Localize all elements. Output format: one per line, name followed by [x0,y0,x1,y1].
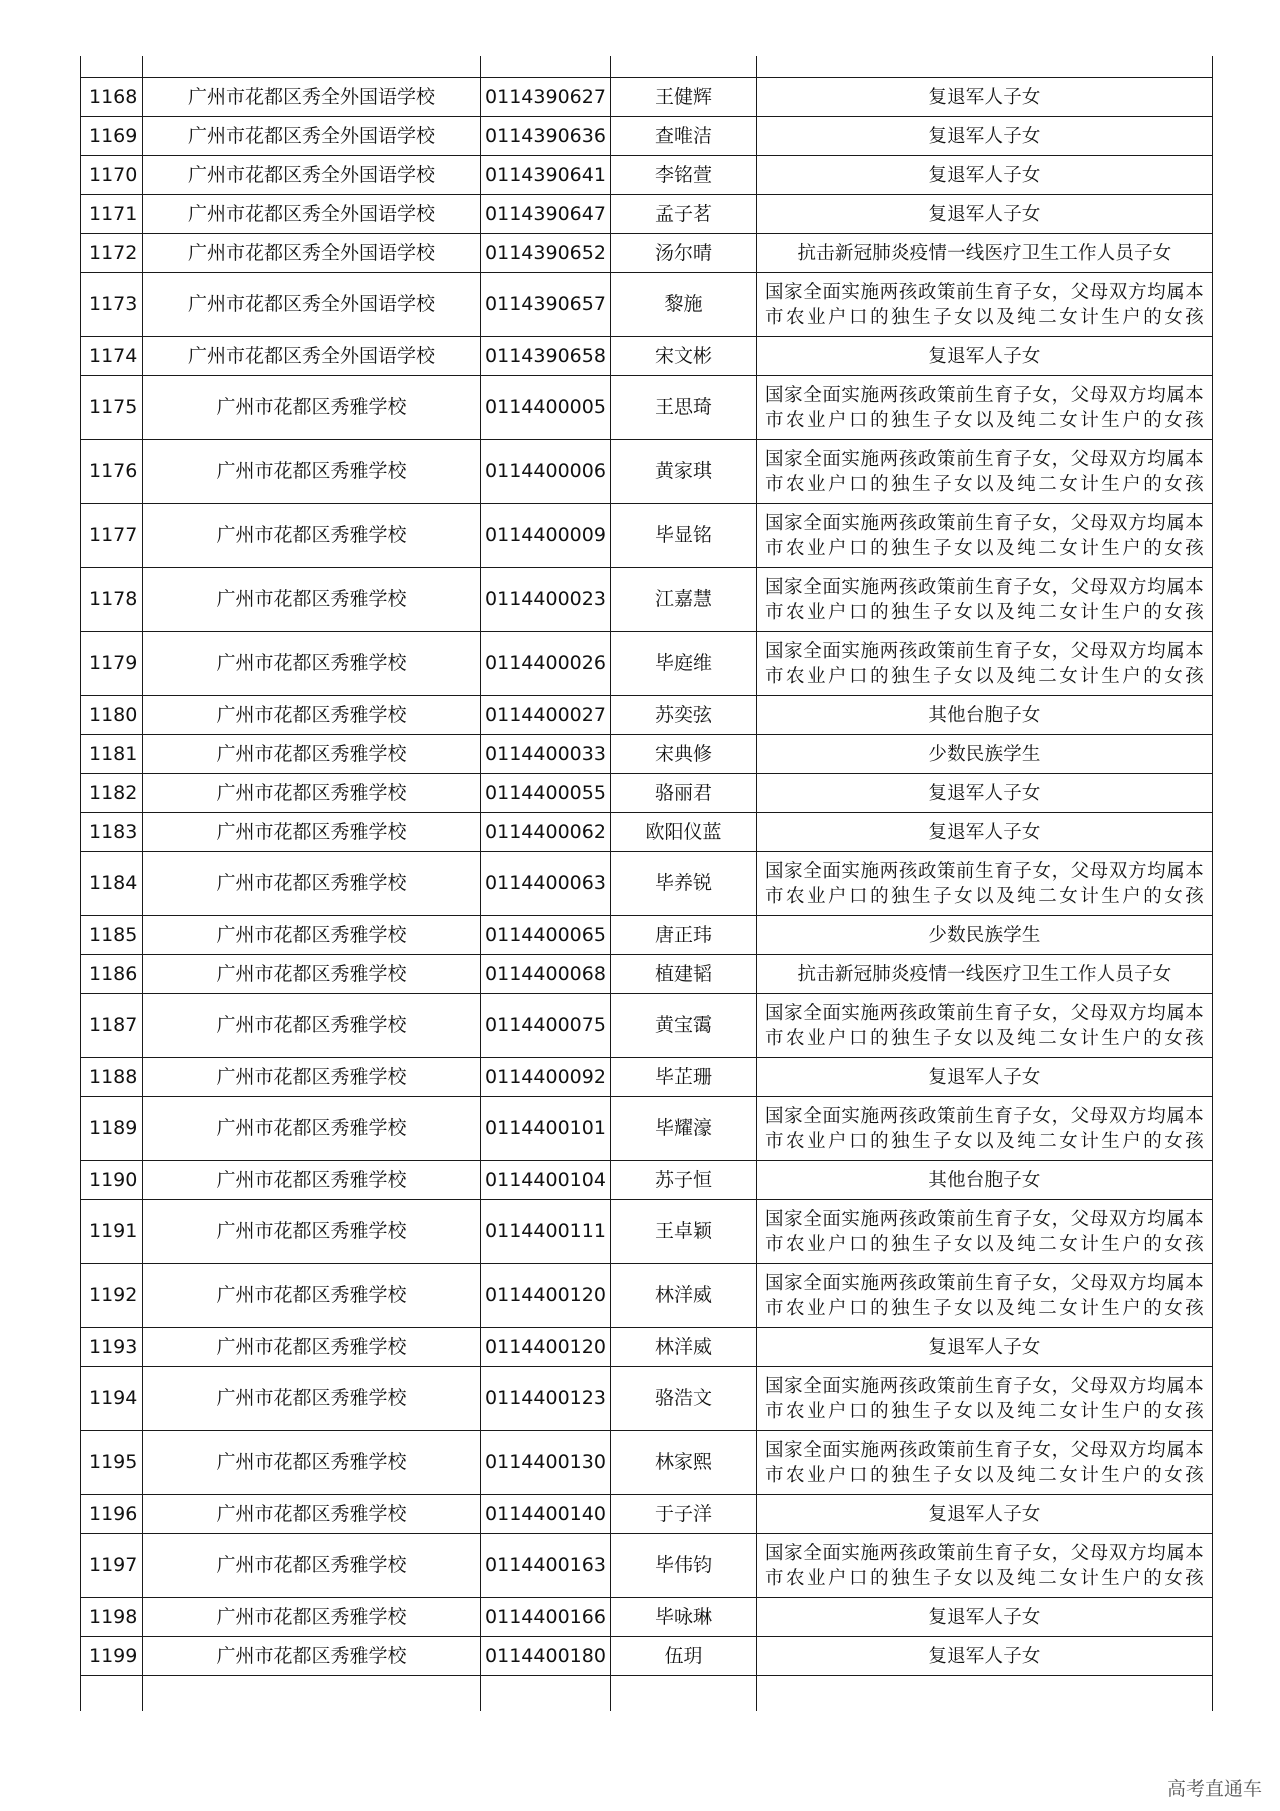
preferential-category: 国家全面实施两孩政策前生育子女，父母双方均属本市农业户口的独生子女以及纯二女计生户的女孩 [757,568,1213,632]
student-name: 骆浩文 [611,1367,757,1431]
student-name: 宋文彬 [611,337,757,376]
row-number: 1198 [81,1598,143,1637]
school-name: 广州市花都区秀全外国语学校 [143,195,481,234]
row-number: 1185 [81,916,143,955]
preferential-category: 国家全面实施两孩政策前生育子女，父母双方均属本市农业户口的独生子女以及纯二女计生户的女孩 [757,1264,1213,1328]
student-name: 李铭萱 [611,156,757,195]
preferential-category: 国家全面实施两孩政策前生育子女，父母双方均属本市农业户口的独生子女以及纯二女计生户的女孩 [757,1534,1213,1598]
student-id: 0114400104 [481,1161,611,1200]
roster-table-body [81,56,1213,1711]
preferential-category: 国家全面实施两孩政策前生育子女，父母双方均属本市农业户口的独生子女以及纯二女计生户的女孩 [757,852,1213,916]
preferential-category: 国家全面实施两孩政策前生育子女，父母双方均属本市农业户口的独生子女以及纯二女计生户的女孩 [757,1097,1213,1161]
table-row [81,1598,1213,1637]
row-number: 1173 [81,273,143,337]
student-id: 0114400033 [481,735,611,774]
student-id: 0114400027 [481,696,611,735]
school-name: 广州市花都区秀雅学校 [143,376,481,440]
row-number: 1190 [81,1161,143,1200]
preferential-category: 国家全面实施两孩政策前生育子女，父母双方均属本市农业户口的独生子女以及纯二女计生户的女孩 [757,273,1213,337]
school-name: 广州市花都区秀雅学校 [143,1264,481,1328]
row-number: 1170 [81,156,143,195]
school-name: 广州市花都区秀雅学校 [143,504,481,568]
preferential-category: 国家全面实施两孩政策前生育子女，父母双方均属本市农业户口的独生子女以及纯二女计生户的女孩 [757,440,1213,504]
student-name: 伍玥 [611,1637,757,1676]
preferential-category: 国家全面实施两孩政策前生育子女，父母双方均属本市农业户口的独生子女以及纯二女计生户的女孩 [757,632,1213,696]
student-name: 毕咏琳 [611,1598,757,1637]
row-number: 1168 [81,78,143,117]
table-row [81,273,1213,337]
preferential-category: 国家全面实施两孩政策前生育子女，父母双方均属本市农业户口的独生子女以及纯二女计生户的女孩 [757,1431,1213,1495]
student-name: 苏奕弦 [611,696,757,735]
student-id: 0114390641 [481,156,611,195]
school-name: 广州市花都区秀雅学校 [143,1431,481,1495]
preferential-category: 国家全面实施两孩政策前生育子女，父母双方均属本市农业户口的独生子女以及纯二女计生户的女孩 [757,376,1213,440]
table-row [81,78,1213,117]
student-id: 0114400068 [481,955,611,994]
row-number: 1197 [81,1534,143,1598]
student-name: 黄宝霭 [611,994,757,1058]
student-name: 苏子恒 [611,1161,757,1200]
preferential-category: 国家全面实施两孩政策前生育子女，父母双方均属本市农业户口的独生子女以及纯二女计生户的女孩 [757,1367,1213,1431]
school-name: 广州市花都区秀雅学校 [143,1161,481,1200]
student-name: 毕芷珊 [611,1058,757,1097]
row-number: 1175 [81,376,143,440]
school-name: 广州市花都区秀雅学校 [143,1495,481,1534]
table-row [81,632,1213,696]
student-id: 0114400123 [481,1367,611,1431]
row-number: 1180 [81,696,143,735]
table-row [81,1431,1213,1495]
student-name: 欧阳仪蓝 [611,813,757,852]
table-row [81,955,1213,994]
row-number: 1191 [81,1200,143,1264]
table-row [81,1058,1213,1097]
row-number: 1199 [81,1637,143,1676]
school-name: 广州市花都区秀雅学校 [143,994,481,1058]
student-id: 0114400005 [481,376,611,440]
row-number: 1179 [81,632,143,696]
school-name: 广州市花都区秀雅学校 [143,1200,481,1264]
school-name: 广州市花都区秀雅学校 [143,1058,481,1097]
school-name: 广州市花都区秀雅学校 [143,696,481,735]
preferential-category: 复退军人子女 [757,195,1213,234]
school-name: 广州市花都区秀雅学校 [143,1534,481,1598]
row-number: 1172 [81,234,143,273]
table-row [81,916,1213,955]
table-row [81,1367,1213,1431]
preferential-category: 复退军人子女 [757,117,1213,156]
student-id: 0114400166 [481,1598,611,1637]
student-id: 0114400140 [481,1495,611,1534]
school-name: 广州市花都区秀全外国语学校 [143,337,481,376]
student-id: 0114400101 [481,1097,611,1161]
preferential-category: 少数民族学生 [757,735,1213,774]
row-number: 1193 [81,1328,143,1367]
student-name: 王健辉 [611,78,757,117]
table-row [81,1161,1213,1200]
table-row [81,234,1213,273]
row-number: 1182 [81,774,143,813]
school-name: 广州市花都区秀雅学校 [143,955,481,994]
row-number: 1177 [81,504,143,568]
preferential-category: 少数民族学生 [757,916,1213,955]
student-id: 0114400130 [481,1431,611,1495]
preferential-category: 复退军人子女 [757,78,1213,117]
table-row [81,376,1213,440]
student-id: 0114400163 [481,1534,611,1598]
student-name: 毕伟钧 [611,1534,757,1598]
table-row [81,852,1213,916]
school-name: 广州市花都区秀雅学校 [143,813,481,852]
table-row [81,117,1213,156]
table-row [81,1328,1213,1367]
table-bottom-spacer [81,1676,1213,1712]
student-id: 0114400075 [481,994,611,1058]
school-name: 广州市花都区秀雅学校 [143,774,481,813]
preferential-category: 抗击新冠肺炎疫情一线医疗卫生工作人员子女 [757,955,1213,994]
student-name: 植建韬 [611,955,757,994]
preferential-category: 复退军人子女 [757,1058,1213,1097]
preferential-category: 国家全面实施两孩政策前生育子女，父母双方均属本市农业户口的独生子女以及纯二女计生户的女孩 [757,994,1213,1058]
student-id: 0114400065 [481,916,611,955]
school-name: 广州市花都区秀全外国语学校 [143,117,481,156]
school-name: 广州市花都区秀雅学校 [143,1598,481,1637]
student-id: 0114390652 [481,234,611,273]
student-name: 林洋威 [611,1328,757,1367]
school-name: 广州市花都区秀雅学校 [143,1328,481,1367]
preferential-category: 国家全面实施两孩政策前生育子女，父母双方均属本市农业户口的独生子女以及纯二女计生户的女孩 [757,1200,1213,1264]
school-name: 广州市花都区秀全外国语学校 [143,78,481,117]
student-name: 宋典修 [611,735,757,774]
student-name: 孟子茗 [611,195,757,234]
row-number: 1171 [81,195,143,234]
student-id: 0114400009 [481,504,611,568]
school-name: 广州市花都区秀雅学校 [143,1097,481,1161]
row-number: 1195 [81,1431,143,1495]
student-id: 0114400120 [481,1328,611,1367]
school-name: 广州市花都区秀全外国语学校 [143,156,481,195]
table-row [81,735,1213,774]
student-name: 查唯洁 [611,117,757,156]
student-name: 林洋威 [611,1264,757,1328]
preferential-category: 复退军人子女 [757,156,1213,195]
roster-table [80,56,1213,1711]
table-row [81,156,1213,195]
school-name: 广州市花都区秀雅学校 [143,916,481,955]
table-row [81,440,1213,504]
row-number: 1174 [81,337,143,376]
school-name: 广州市花都区秀雅学校 [143,632,481,696]
row-number: 1176 [81,440,143,504]
school-name: 广州市花都区秀全外国语学校 [143,273,481,337]
student-id: 0114400092 [481,1058,611,1097]
row-number: 1189 [81,1097,143,1161]
row-number: 1183 [81,813,143,852]
row-number: 1178 [81,568,143,632]
student-id: 0114400120 [481,1264,611,1328]
preferential-category: 复退军人子女 [757,1328,1213,1367]
preferential-category: 复退军人子女 [757,1598,1213,1637]
student-id: 0114400063 [481,852,611,916]
row-number: 1187 [81,994,143,1058]
table-row [81,1097,1213,1161]
preferential-category: 抗击新冠肺炎疫情一线医疗卫生工作人员子女 [757,234,1213,273]
student-name: 黄家琪 [611,440,757,504]
student-name: 江嘉慧 [611,568,757,632]
student-id: 0114400026 [481,632,611,696]
row-number: 1194 [81,1367,143,1431]
table-row [81,1495,1213,1534]
school-name: 广州市花都区秀雅学校 [143,1367,481,1431]
student-id: 0114390627 [481,78,611,117]
school-name: 广州市花都区秀全外国语学校 [143,234,481,273]
student-name: 王思琦 [611,376,757,440]
table-row [81,568,1213,632]
watermark: 高考直通车 [1166,1778,1262,1800]
student-name: 骆丽君 [611,774,757,813]
preferential-category: 复退军人子女 [757,337,1213,376]
student-name: 唐正玮 [611,916,757,955]
preferential-category: 复退军人子女 [757,813,1213,852]
preferential-category: 其他台胞子女 [757,696,1213,735]
student-name: 林家熙 [611,1431,757,1495]
table-row [81,1200,1213,1264]
table-row [81,504,1213,568]
student-name: 于子洋 [611,1495,757,1534]
school-name: 广州市花都区秀雅学校 [143,440,481,504]
student-id: 0114400062 [481,813,611,852]
preferential-category: 复退军人子女 [757,1495,1213,1534]
preferential-category: 其他台胞子女 [757,1161,1213,1200]
student-id: 0114390636 [481,117,611,156]
table-row [81,696,1213,735]
student-id: 0114400006 [481,440,611,504]
row-number: 1184 [81,852,143,916]
table-row [81,994,1213,1058]
student-name: 毕显铭 [611,504,757,568]
student-name: 毕庭维 [611,632,757,696]
student-id: 0114400023 [481,568,611,632]
student-id: 0114400055 [481,774,611,813]
school-name: 广州市花都区秀雅学校 [143,1637,481,1676]
school-name: 广州市花都区秀雅学校 [143,568,481,632]
student-name: 汤尔晴 [611,234,757,273]
preferential-category: 国家全面实施两孩政策前生育子女，父母双方均属本市农业户口的独生子女以及纯二女计生户的女孩 [757,504,1213,568]
table-row [81,1637,1213,1676]
row-number: 1192 [81,1264,143,1328]
table-row [81,813,1213,852]
student-id: 0114400111 [481,1200,611,1264]
student-name: 毕养锐 [611,852,757,916]
student-name: 毕耀濠 [611,1097,757,1161]
student-id: 0114390658 [481,337,611,376]
table-row [81,1264,1213,1328]
row-number: 1188 [81,1058,143,1097]
student-id: 0114390657 [481,273,611,337]
student-name: 王卓颖 [611,1200,757,1264]
row-number: 1169 [81,117,143,156]
preferential-category: 复退军人子女 [757,774,1213,813]
table-row [81,774,1213,813]
row-number: 1181 [81,735,143,774]
school-name: 广州市花都区秀雅学校 [143,852,481,916]
table-row [81,337,1213,376]
table-row [81,195,1213,234]
school-name: 广州市花都区秀雅学校 [143,735,481,774]
table-top-spacer [81,56,1213,78]
student-id: 0114400180 [481,1637,611,1676]
preferential-category: 复退军人子女 [757,1637,1213,1676]
table-row [81,1534,1213,1598]
student-id: 0114390647 [481,195,611,234]
row-number: 1186 [81,955,143,994]
student-name: 黎施 [611,273,757,337]
row-number: 1196 [81,1495,143,1534]
